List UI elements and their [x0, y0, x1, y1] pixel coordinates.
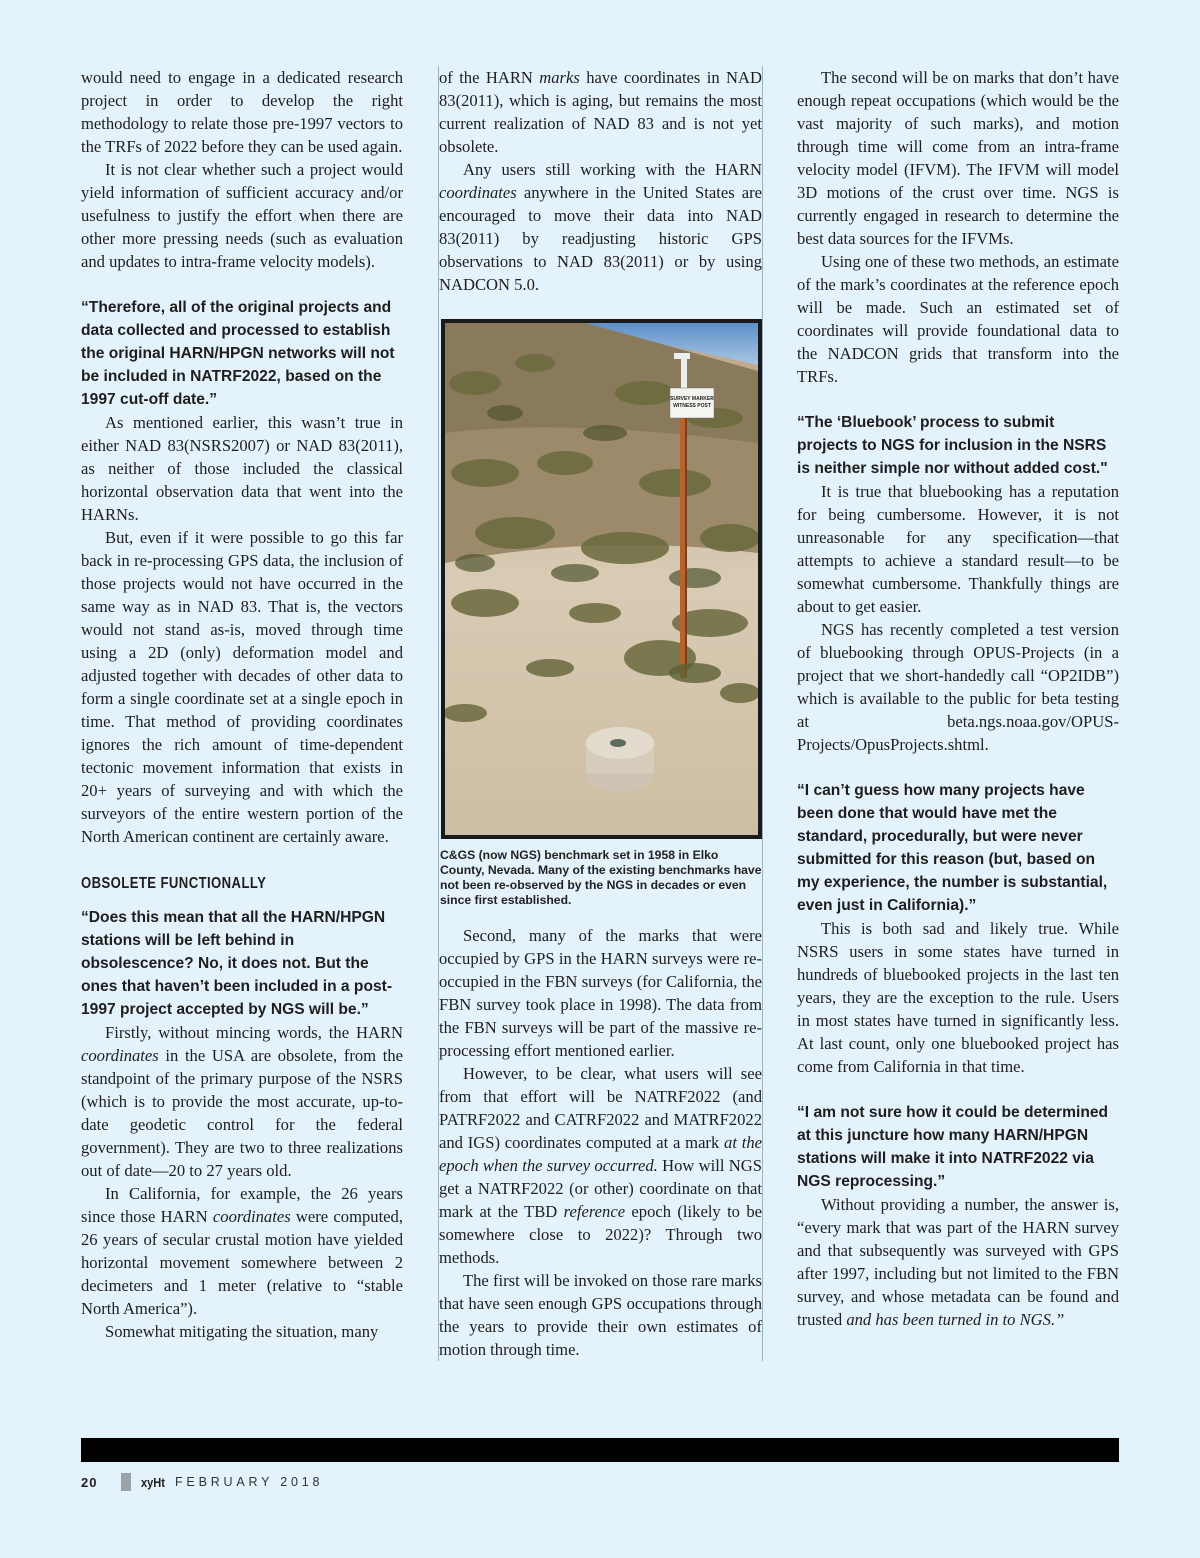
paragraph: But, even if it were possible to go this far back in re-processing GPS data, the inclusion of those projects would not have occurred in the same way as in NAD 83. That is, the vectors would not stand as-is, moved through time using a 2D (only) deformation model and adjusted together with decades of other data to form a single coordinate set at a single epoch in time. That method of providing coordinates ignores the rich amount of time-dependent tectonic movement information that exists in 20+ years of surveying and with which the surveyors of the entire western portion of the North American continent are certainly aware. — [81, 528, 403, 846]
column-2 — [438, 66, 763, 1361]
desert-benchmark-image — [445, 323, 758, 835]
paragraph: This is both sad and likely true. While NSRS users in some states have turned in hundreds of bluebooked projects in the last ten years, they are the exception to the rule. Users in most states have turned in significantly less. At last count, only one bluebooked project has come from California in that time. — [797, 919, 1119, 1076]
paragraph: As mentioned earlier, this wasn’t true in either NAD 83(NSRS2007) or NAD 83(2011), as neither of those included the classical horizontal observation data that went into the HARNs. — [81, 413, 403, 524]
paragraph: The first will be invoked on those rare marks that have seen enough GPS occupations through the years to provide their own estimates of motion through time. — [439, 1271, 762, 1359]
pull-quote: “The ‘Bluebook’ process to submit projects to NGS for inclusion in the NSRS is neither simple nor without added cost." — [797, 414, 1108, 477]
paragraph: It is not clear whether such a project would yield information of sufficient accuracy and/or usefulness to justify the effort when there are other more pressing needs (such as evaluation and updates to intra-frame velocity models). — [81, 160, 403, 271]
paragraph: Using one of these two methods, an estimate of the mark’s coordinates at the reference epoch will be made. Such an estimated set of coordinates will provide foundational data to the NADCON grids that transform into the TRFs. — [797, 252, 1119, 386]
photo-caption: C&GS (now NGS) benchmark set in 1958 in Elko County, Nevada. Many of the existing benchmarks have not been re-observed by the NGS in decades or even since first established. — [440, 848, 762, 907]
paragraph: Any users still working with the HARN coordinates anywhere in the United States are encouraged to move their data into NAD 83(2011) by readjusting historic GPS observations to NAD 83(2011) or by using NADCON 5.0. — [439, 160, 762, 294]
section-heading: OBSOLETE FUNCTIONALLY — [81, 875, 267, 892]
column-1 — [81, 66, 403, 1343]
paragraph: Somewhat mitigating the situation, many — [105, 1322, 379, 1341]
sign-text-2: WITNESS POST — [673, 403, 711, 409]
paragraph: of the HARN marks have coordinates in NAD 83(2011), which is aging, but remains the most current realization of NAD 83 and is not yet obsolete. — [439, 68, 762, 156]
paragraph: In California, for example, the 26 years since those HARN coordinates were computed, 26 years of secular crustal motion have yielded horizontal movement somewhere between 2 decimeters and 1 meter (relative to “stable North America”). — [81, 1184, 403, 1318]
benchmark-photo — [441, 319, 762, 839]
paragraph: Firstly, without mincing words, the HARN coordinates in the USA are obsolete, from the standpoint of the primary purpose of the NSRS (which is to provide the most accurate, up-to-date geodetic control for the federal government). They are two to three realizations out of date—20 to 27 years old. — [81, 1023, 403, 1180]
column-3 — [797, 66, 1119, 1331]
pull-quote: “I am not sure how it could be determined at this juncture how many HARN/HPGN stations will make it into NATRF2022 via NGS reprocessing.” — [797, 1104, 1109, 1190]
paragraph: NGS has recently completed a test version of bluebooking through OPUS-Projects (in a project that we short-handedly call “OP2IDB”) which is available to the public for beta testing at beta.ngs.noaa.gov/OPUS-Projects/OpusProjects.shtml. — [797, 620, 1119, 754]
sign-text-1: SURVEY MARKER — [670, 396, 714, 402]
paragraph: However, to be clear, what users will see from that effort will be NATRF2022 (and PATRF2022 and CATRF2022 and MATRF2022 and IGS) coordinates computed at a mark at the epoch when the survey occurred. How will NGS get a NATRF2022 (or other) coordinate on that mark at the TBD reference epoch (likely to be somewhere close to 2022)? Through two methods. — [439, 1064, 763, 1267]
page-footer — [81, 1472, 323, 1492]
paragraph: would need to engage in a dedicated research project in order to develop the right methodology to relate those pre-1997 vectors to the TRFs of 2022 before they can be used again. — [81, 68, 403, 156]
pull-quote: “Does this mean that all the HARN/HPGN stations will be left behind in obsolescence? No, it does not. But the ones that haven’t been included in a post-1997 project accepted by NGS will be.” — [81, 909, 393, 1018]
pull-quote: “I can’t guess how many projects have been done that would have met the standard, procedurally, but were never submitted for this reason (but, based on my experience, the number is substantial, even just in California).” — [797, 782, 1108, 914]
footer-bar — [81, 1438, 1119, 1462]
paragraph: Second, many of the marks that were occupied by GPS in the HARN surveys were re-occupied in the FBN surveys (for California, the FBN survey took place in 1998). The data from the FBN surveys will be part of the massive re-processing effort mentioned earlier. — [439, 926, 762, 1060]
pull-quote: “Therefore, all of the original projects and data collected and processed to establish the original HARN/HPGN networks will not be included in NATRF2022, based on the 1997 cut-off date.” — [81, 299, 395, 408]
paragraph: It is true that bluebooking has a reputation for being cumbersome. However, it is not unreasonable for any specification—that attempts to achieve a standard result—to be somewhat cumbersome. Thankfully things are about to get easier. — [797, 482, 1119, 616]
paragraph: Without providing a number, the answer is, “every mark that was part of the HARN survey and that subsequently was surveyed with GPS after 1997, including but not limited to the FBN survey, and whose metadata can be found and trusted and has been turned in to NGS.” — [797, 1195, 1119, 1329]
footer-divider — [121, 1473, 131, 1491]
magazine-name: xyHt — [141, 1474, 165, 1490]
page-number: 20 — [81, 1474, 98, 1490]
issue-date: FEBRUARY 2018 — [175, 1475, 324, 1489]
paragraph: The second will be on marks that don’t have enough repeat occupations (which would be the vast majority of such marks), and motion through time will come from an intra-frame velocity model (IFVM). The IFVM will model 3D motions of the crust over time. NGS is currently engaged in research to determine the best data sources for the IFVMs. — [797, 68, 1119, 248]
